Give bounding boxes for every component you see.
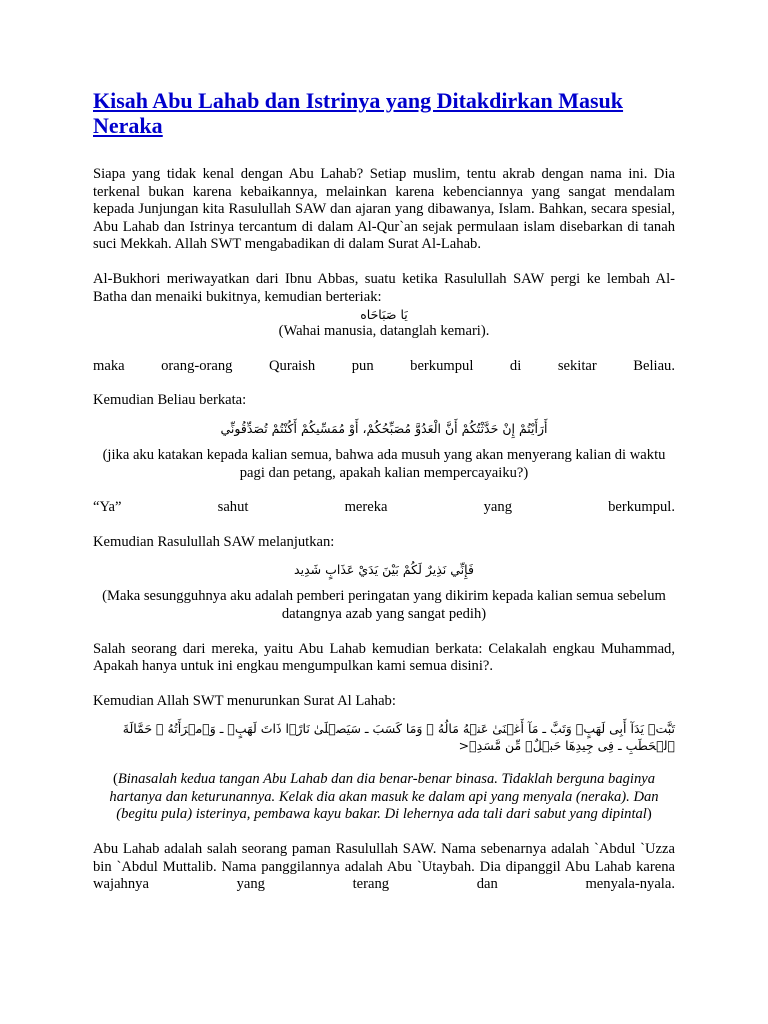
paragraph-bukhori: Al-Bukhori meriwayatkan dari Ibnu Abbas, suatu ketika Rasulullah SAW pergi ke lembah Al-Batha dan menaiki bukitnya, kemudian berteriak: xyxy=(93,270,675,305)
paragraph-abu-lahab-identity: Abu Lahab adalah salah seorang paman Rasulullah SAW. Nama sebenarnya adalah `Abdul `Uzza bin `Abdul Muttalib. Nama panggilannya adalah Abu `Utaybah. Dia dipanggil Abu Lahab karena wajahnya yang terang dan menyala-nyala. xyxy=(93,841,675,893)
arabic-warning: فَإِنِّي نَذِيرٌ لَكُمْ بَيْنَ يَدَيْ عَذَابٍ شَدِيد xyxy=(294,562,474,578)
paragraph-melanjutkan: Kemudian Rasulullah SAW melanjutkan: xyxy=(93,533,335,550)
translation-question: (jika aku katakan kepada kalian semua, bahwa ada musuh yang akan menyerang kalian di waktu pagi dan petang, apakah kalian mempercayaiku?) xyxy=(102,446,666,481)
arabic-call: يَا صَبَاحَاه xyxy=(360,307,408,323)
arabic-question: أَرَأَيْتُمْ إِنْ حَدَّثْتُكُمْ أَنَّ الْعَدُوَّ مُصَبِّحُكُمْ، أَوْ مُمَسِّيكُمْ أَكُنْتُمْ تُصَدِّقُونِّي xyxy=(220,420,548,436)
translation-surah xyxy=(93,771,675,824)
paragraph-intro: Siapa yang tidak kenal dengan Abu Lahab? Setiap muslim, tentu akrab dengan nama ini. Dia terkenal bukan karena kebaikannya, melainkan karena kebenciannya yang sangat mendalam kepada Junjungan kita Rasulullah SAW dan ajaran yang dibawanya, Islam. Bahkan, secara spesial, Abu Lahab dan Istrinya tercantum di dalam Al-Qur`an sejak permulaan islam disebarkan di tanah suci Mekkah. Allah SWT mengabadikan di dalam Surat Al-Lahab. xyxy=(93,166,675,253)
paragraph-abu-lahab-said: Salah seorang dari mereka, yaitu Abu Lahab kemudian berkata: Celakalah engkau Muhammad, Apakah hanya untuk ini engkau mengumpulkan kami semua disini?. xyxy=(93,640,675,675)
article-title[interactable] xyxy=(93,88,675,138)
document-page xyxy=(93,88,675,894)
translation-surah-open: ( xyxy=(112,771,118,788)
paragraph-quraish: maka orang-orang Quraish pun berkumpul di sekitar Beliau. xyxy=(93,357,675,374)
translation-surah-text: Binasalah kedua tangan Abu Lahab dan dia benar-benar binasa. Tidaklah berguna baginya hartanya dan keturunannya. Kelak dia akan masuk ke dalam api yang menyala (neraka). Dan (begitu pula) isterinya, pembawa kayu bakar. Di lehernya ada tali dari sabut yang dipintal xyxy=(109,771,659,823)
translation-surah-close: ) xyxy=(646,806,652,823)
paragraph-beliau-berkata: Kemudian Beliau berkata: xyxy=(93,392,247,409)
arabic-surah: تَبَّتۡ يَدَآ أَبِى لَهَبٍ۬ وَتَبَّ ‌ـ مَآ أَغۡنَىٰ عَنۡهُ مَالُهُ ۥ وَمَا كَسَبَ ‌ـ سَيَصۡلَىٰ نَارً۬ا ذَاتَ لَهَبٍ۬ ‌ـ وَٱمۡرَأَتُهُ ۥ حَمَّالَةَ ٱلۡحَطَبِ ‌ـ فِى جِيدِهَا حَبۡلٌ۬ مِّن مَّسَدِۭ< xyxy=(122,721,675,754)
paragraph-ya: “Ya” sahut mereka yang berkumpul. xyxy=(93,499,675,516)
translation-warning: (Maka sesungguhnya aku adalah pemberi peringatan yang dikirim kepada kalian semua sebelum datangnya azab yang sangat pedih) xyxy=(102,588,666,622)
article-title-link[interactable]: Kisah Abu Lahab dan Istrinya yang Ditakdirkan Masuk Neraka xyxy=(93,88,624,138)
paragraph-surat-al-lahab: Kemudian Allah SWT menurunkan Surat Al Lahab: xyxy=(93,692,396,709)
translation-call: (Wahai manusia, datanglah kemari). xyxy=(278,323,490,340)
